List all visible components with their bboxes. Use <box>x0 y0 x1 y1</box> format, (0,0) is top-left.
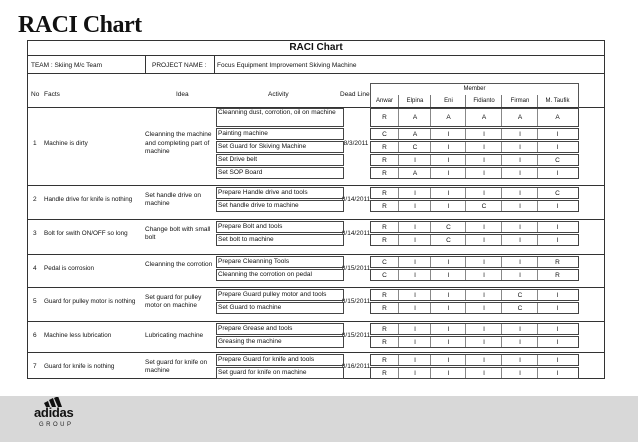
idea-cell: Cleanning the machine and completing part of machine <box>145 131 212 156</box>
raci-cell: I <box>501 142 538 152</box>
raci-cell: I <box>398 303 431 313</box>
raci-cell: R <box>382 143 387 151</box>
raci-cell: I <box>430 355 466 365</box>
raci-cell: I <box>501 368 538 378</box>
activity-cell: Set handle drive to machine <box>216 200 344 212</box>
rule <box>28 73 604 74</box>
activity-cell: Cleanning the corrotion on pedal <box>216 269 344 281</box>
idea-cell: Set guard for knife on machine <box>145 358 208 374</box>
raci-row <box>370 302 579 314</box>
member-label: Member <box>463 86 486 92</box>
raci-cell: I <box>537 168 577 178</box>
raci-cell: A <box>537 109 577 126</box>
raci-cell: C <box>430 222 466 232</box>
deadline-cell: 8/14/2011 <box>341 196 371 203</box>
activity-cell: Prepare Handle drive and tools <box>216 187 344 199</box>
idea-cell: Set guard for pulley motor on machine <box>145 293 202 309</box>
row-number: 6 <box>33 332 37 339</box>
raci-cell: I <box>430 129 466 139</box>
activity-cell: Painting machine <box>216 128 344 140</box>
fact-cell: Guard for pulley motor is nothing <box>44 298 136 305</box>
raci-cell: C <box>382 271 387 279</box>
raci-cell: I <box>501 222 538 232</box>
raci-cell: I <box>398 235 431 245</box>
activity-cell: Set bolt to machine <box>216 234 344 246</box>
raci-cell: R <box>382 236 387 244</box>
fact-cell: Guard for knife is nothing <box>44 363 115 370</box>
rule <box>28 185 604 186</box>
raci-cell: I <box>501 337 538 347</box>
raci-cell: I <box>537 355 577 365</box>
idea-cell: Lubricating machine <box>145 331 204 339</box>
member-col-header: M. Taufik <box>537 95 577 107</box>
raci-cell: I <box>430 303 466 313</box>
rule <box>28 55 604 56</box>
raci-cell: I <box>398 155 431 165</box>
raci-cell: I <box>501 270 538 280</box>
raci-cell: I <box>537 303 577 313</box>
raci-cell: I <box>465 303 502 313</box>
raci-cell: C <box>465 201 502 211</box>
logo-group: GROUP <box>39 422 74 428</box>
raci-cell: I <box>430 368 466 378</box>
raci-cell: I <box>398 290 431 300</box>
raci-cell: R <box>382 114 387 121</box>
header-facts: Facts <box>44 91 60 98</box>
activity-cell: Set Guard for Skiving Machine <box>216 141 344 153</box>
header-idea: Idea <box>176 91 189 98</box>
raci-cell: I <box>430 270 466 280</box>
deadline-cell: 8/15/2011 <box>341 332 371 339</box>
fact-cell: Machine less lubrication <box>44 332 112 339</box>
activity-cell: Prepare Guard for knife and tools <box>216 354 344 366</box>
raci-cell: C <box>430 235 466 245</box>
raci-cell: A <box>398 168 431 178</box>
fact-cell: Bolt for swith ON/OFF so long <box>44 230 128 237</box>
raci-cell: I <box>501 257 538 267</box>
raci-cell: R <box>537 270 577 280</box>
raci-row <box>370 269 579 281</box>
header-no: No <box>31 91 40 98</box>
rule <box>28 352 604 353</box>
activity-cell: Set SOP Board <box>216 167 344 179</box>
fact-cell: Machine is dirty <box>44 140 88 147</box>
raci-cell: I <box>398 270 431 280</box>
raci-cell: I <box>501 188 538 198</box>
deadline-cell: 8/16/2011 <box>341 363 371 370</box>
raci-cell: I <box>465 337 502 347</box>
idea-cell: Set handle drive on machine <box>145 191 202 207</box>
member-header <box>370 83 579 109</box>
project-label: PROJECT NAME : <box>152 62 207 69</box>
raci-cell: C <box>537 188 577 198</box>
raci-row <box>370 354 579 366</box>
raci-cell: R <box>382 291 387 299</box>
raci-cell: I <box>537 324 577 334</box>
raci-cell: I <box>465 257 502 267</box>
raci-cell: I <box>398 201 431 211</box>
raci-cell: C <box>398 142 431 152</box>
raci-row <box>370 200 579 212</box>
sheet-title: RACI Chart <box>289 42 343 53</box>
activity-cell: Cleanning dust, corrotion, oil on machine <box>216 108 344 127</box>
raci-cell: I <box>398 257 431 267</box>
raci-cell: I <box>398 324 431 334</box>
activity-cell: Prepare Bolt and tools <box>216 221 344 233</box>
member-col-header: Eni <box>430 95 466 107</box>
rule <box>28 321 604 322</box>
raci-cell: I <box>537 142 577 152</box>
raci-cell: A <box>398 129 431 139</box>
project-name: Focus Equipment Improvement Skiving Machine <box>217 62 357 69</box>
raci-cell: R <box>537 257 577 267</box>
raci-cell: I <box>465 290 502 300</box>
deadline-cell: 8/15/2011 <box>341 298 371 305</box>
raci-cell: R <box>382 369 387 377</box>
raci-cell: I <box>465 188 502 198</box>
raci-cell: R <box>382 223 387 231</box>
raci-row <box>370 154 579 166</box>
raci-cell: I <box>430 188 466 198</box>
raci-cell: I <box>465 270 502 280</box>
raci-cell: R <box>382 304 387 312</box>
raci-sheet <box>27 40 605 379</box>
raci-cell: I <box>430 337 466 347</box>
raci-cell: C <box>501 303 538 313</box>
member-col-header: Fidianto <box>465 95 502 107</box>
raci-cell: C <box>537 155 577 165</box>
raci-cell: I <box>501 201 538 211</box>
raci-row <box>370 167 579 179</box>
raci-cell: I <box>501 235 538 245</box>
raci-cell: I <box>537 222 577 232</box>
raci-cell: A <box>398 109 431 126</box>
raci-cell: R <box>382 325 387 333</box>
raci-cell: I <box>430 324 466 334</box>
activity-cell: Set Drive belt <box>216 154 344 166</box>
activity-cell: Greasing the machine <box>216 336 344 348</box>
activity-cell: Prepare Guard pulley motor and tools <box>216 289 344 301</box>
member-col-header: Firman <box>501 95 538 107</box>
activity-cell: Prepare Cleanning Tools <box>216 256 344 268</box>
logo-word: adidas <box>34 405 74 420</box>
raci-cell: R <box>382 202 387 210</box>
raci-cell: I <box>398 355 431 365</box>
raci-cell: I <box>501 129 538 139</box>
raci-cell: I <box>537 201 577 211</box>
page-title: RACI Chart <box>18 12 142 38</box>
raci-cell: I <box>465 168 502 178</box>
fact-cell: Pedal is corrosion <box>44 265 95 272</box>
raci-cell: A <box>501 109 538 126</box>
header-deadline: Dead Line <box>340 91 370 98</box>
member-col-header: Elpina <box>398 95 431 107</box>
raci-cell: I <box>465 368 502 378</box>
raci-row <box>370 336 579 348</box>
raci-cell: I <box>465 222 502 232</box>
raci-cell: I <box>465 142 502 152</box>
raci-cell: I <box>465 235 502 245</box>
raci-cell: I <box>465 324 502 334</box>
raci-cell: C <box>382 258 387 266</box>
raci-cell: I <box>465 155 502 165</box>
raci-row <box>370 128 579 140</box>
deadline-cell: 8/15/2011 <box>341 265 371 272</box>
row-number: 7 <box>33 363 37 370</box>
rule <box>214 55 215 73</box>
raci-cell: I <box>398 222 431 232</box>
team-label: TEAM : Skiing M/c Team <box>31 62 103 69</box>
raci-cell: I <box>398 188 431 198</box>
raci-cell: I <box>465 129 502 139</box>
fact-cell: Handle drive for knife is nothing <box>44 196 133 203</box>
raci-row <box>370 187 579 199</box>
activity-cell: Prepare Grease and tools <box>216 323 344 335</box>
rule <box>28 219 604 220</box>
raci-cell: I <box>537 368 577 378</box>
raci-cell: I <box>501 324 538 334</box>
raci-cell: I <box>537 290 577 300</box>
rule <box>28 254 604 255</box>
raci-cell: I <box>537 129 577 139</box>
raci-cell: I <box>465 355 502 365</box>
raci-cell: R <box>382 356 387 364</box>
raci-row <box>370 367 579 379</box>
row-number: 5 <box>33 298 37 305</box>
raci-cell: I <box>501 168 538 178</box>
raci-cell: I <box>430 290 466 300</box>
row-number: 3 <box>33 230 37 237</box>
footer-bar <box>0 396 638 442</box>
row-number: 1 <box>33 140 37 147</box>
raci-cell: I <box>537 235 577 245</box>
raci-cell: A <box>430 109 466 126</box>
raci-cell: I <box>537 337 577 347</box>
deadline-cell: 8/3/2011 <box>343 140 369 147</box>
row-number: 2 <box>33 196 37 203</box>
raci-cell: R <box>382 189 387 197</box>
row-number: 4 <box>33 265 37 272</box>
raci-cell: I <box>430 142 466 152</box>
raci-cell: I <box>430 155 466 165</box>
raci-row <box>370 221 579 233</box>
raci-cell: C <box>501 290 538 300</box>
raci-cell: I <box>398 368 431 378</box>
raci-cell: I <box>430 201 466 211</box>
raci-row <box>370 141 579 153</box>
raci-cell: A <box>465 109 502 126</box>
raci-cell: C <box>382 130 387 138</box>
raci-cell: I <box>430 257 466 267</box>
activity-cell: Set Guard to machine <box>216 302 344 314</box>
rule <box>28 287 604 288</box>
raci-row <box>370 108 579 127</box>
deadline-cell: 8/14/2011 <box>341 230 371 237</box>
raci-cell: I <box>398 337 431 347</box>
header-activity: Activity <box>268 91 289 98</box>
member-col-header: Anwar <box>375 98 393 104</box>
raci-row <box>370 323 579 335</box>
raci-row <box>370 234 579 246</box>
raci-row <box>370 256 579 268</box>
raci-cell: I <box>501 355 538 365</box>
raci-cell: I <box>501 155 538 165</box>
raci-cell: R <box>382 338 387 346</box>
activity-cell: Set guard for knife on machine <box>216 367 344 379</box>
raci-cell: I <box>430 168 466 178</box>
idea-cell: Change bolt with small bolt <box>145 225 211 241</box>
raci-cell: R <box>382 156 387 164</box>
rule <box>145 55 146 73</box>
idea-cell: Cleanning the corrotion <box>145 260 213 268</box>
raci-cell: R <box>382 169 387 177</box>
raci-row <box>370 289 579 301</box>
